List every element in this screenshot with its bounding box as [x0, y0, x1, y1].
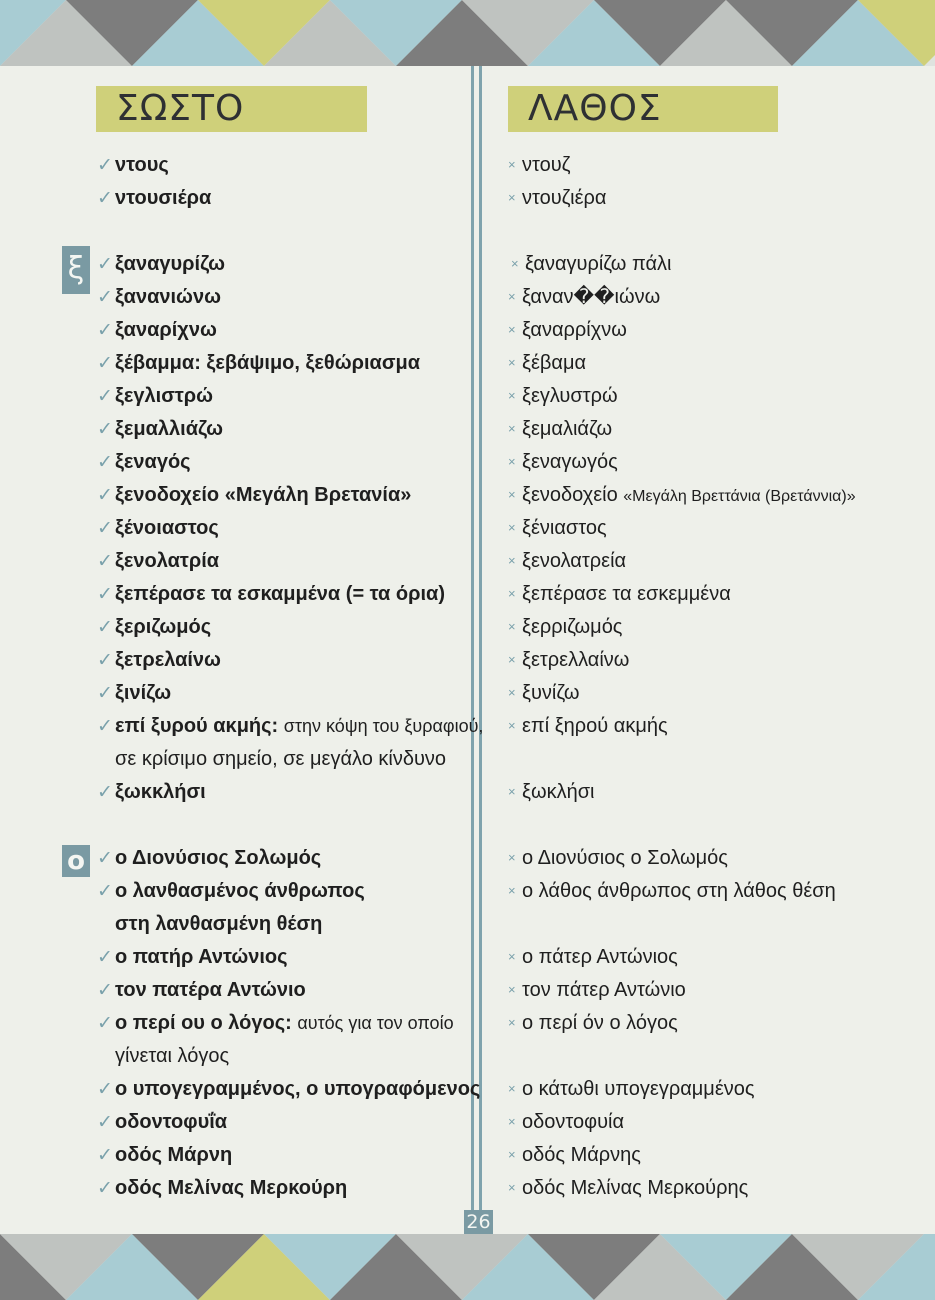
cross-icon: × [508, 1114, 516, 1129]
cross-icon: × [508, 685, 516, 700]
wrong-item: × ξαναγυρίζω πάλι [511, 253, 672, 275]
check-icon: ✓ [97, 1013, 113, 1034]
correct-item: ✓ οδός Μάρνη [97, 1142, 232, 1169]
correct-item: ✓ ξινίζω [97, 680, 171, 707]
correct-item: ✓ ξετρελαίνω [97, 647, 221, 674]
wrong-item: × ντουζ [508, 154, 571, 176]
wrong-item: × οδοντοφυία [508, 1111, 625, 1133]
letter-marker-xi: ξ [62, 246, 90, 294]
check-icon: ✓ [97, 1178, 113, 1199]
check-icon: ✓ [97, 1079, 113, 1100]
check-icon: ✓ [97, 320, 113, 341]
check-icon: ✓ [97, 254, 113, 275]
wrong-item: × ντουζιέρα [508, 187, 607, 209]
check-icon: ✓ [97, 782, 113, 803]
cross-icon: × [508, 289, 516, 304]
correct-item: ✓ ο περί ου ο λόγος: αυτός για τον οποίο [97, 1010, 454, 1037]
correct-item: ✓ ο λανθασμένος άνθρωπος [97, 878, 365, 905]
check-icon: ✓ [97, 650, 113, 671]
correct-item: ✓ ξένοιαστος [97, 515, 219, 542]
cross-icon: × [508, 1081, 516, 1096]
top-triangle-band [0, 0, 935, 66]
correct-item: ✓ ξεναγός [97, 449, 191, 476]
check-icon: ✓ [97, 518, 113, 539]
wrong-item: × ξεμαλιάζω [508, 418, 613, 440]
correct-item: ✓ ο υπογεγραμμένος, ο υπογραφόμενος [97, 1076, 480, 1103]
cross-icon: × [508, 1147, 516, 1162]
wrong-item: × ξετρελλαίνω [508, 649, 630, 671]
cross-icon: × [508, 421, 516, 436]
wrong-item: × ξαναρρίχνω [508, 319, 627, 341]
correct-item: ✓ ντουσιέρα [97, 185, 211, 212]
check-icon: ✓ [97, 716, 113, 737]
cross-icon: × [508, 1015, 516, 1030]
wrong-item: × ξένιαστος [508, 517, 607, 539]
center-divider-right [479, 66, 482, 1234]
wrong-item: × ο πάτερ Αντώνιος [508, 946, 678, 968]
wrong-item: × τον πάτερ Αντώνιο [508, 979, 686, 1001]
check-icon: ✓ [97, 683, 113, 704]
cross-icon: × [508, 157, 516, 172]
cross-icon: × [508, 190, 516, 205]
cross-icon: × [508, 388, 516, 403]
check-icon: ✓ [97, 848, 113, 869]
check-icon: ✓ [97, 419, 113, 440]
wrong-item: × ξέβαμα [508, 352, 587, 374]
correct-item: ✓ ξεπέρασε τα εσκαμμένα (= τα όρια) [97, 581, 445, 608]
cross-icon: × [508, 982, 516, 997]
check-icon: ✓ [97, 155, 113, 176]
wrong-item: × ξυνίζω [508, 682, 580, 704]
wrong-item: × ο Διονύσιος ο Σολωμός [508, 847, 728, 869]
wrong-item: × ο κάτωθι υπογεγραμμένος [508, 1078, 755, 1100]
check-icon: ✓ [97, 353, 113, 374]
wrong-item: × ο λάθος άνθρωπος στη λάθος θέση [508, 880, 836, 902]
cross-icon: × [508, 586, 516, 601]
wrong-item: × ξενολατρεία [508, 550, 627, 572]
wrong-item: × ξεπέρασε τα εσκεμμένα [508, 583, 731, 605]
correct-item: ✓ οδοντοφυΐα [97, 1109, 227, 1136]
check-icon: ✓ [97, 1112, 113, 1133]
check-icon: ✓ [97, 617, 113, 638]
correct-item: ✓ ξαναγυρίζω [97, 251, 225, 278]
cross-icon: × [508, 553, 516, 568]
wrong-item: × ξεναγωγός [508, 451, 618, 473]
correct-item-continuation: σε κρίσιμο σημείο, σε μεγάλο κίνδυνο [115, 748, 447, 770]
correct-item-continuation: γίνεται λόγος [115, 1045, 230, 1067]
wrong-item: × επί ξηρού ακμής [508, 715, 668, 737]
check-icon: ✓ [97, 1145, 113, 1166]
check-icon: ✓ [97, 551, 113, 572]
check-icon: ✓ [97, 881, 113, 902]
check-icon: ✓ [97, 287, 113, 308]
cross-icon: × [508, 520, 516, 535]
page-number: 26 [464, 1210, 493, 1234]
wrong-item: × ξεγλυστρώ [508, 385, 618, 407]
correct-column-header: ΣΩΣΤΟ [96, 86, 367, 132]
center-divider-left [471, 66, 474, 1234]
correct-item: ✓ ο Διονύσιος Σολωμός [97, 845, 321, 872]
correct-item: ✓ ξωκκλήσι [97, 779, 206, 806]
correct-item: ✓ ξεγλιστρώ [97, 383, 213, 410]
cross-icon: × [508, 454, 516, 469]
cross-icon: × [508, 487, 516, 502]
check-icon: ✓ [97, 980, 113, 1001]
correct-item: ✓ ξενολατρία [97, 548, 219, 575]
correct-item: ✓ ξανανιώνω [97, 284, 221, 311]
cross-icon: × [508, 619, 516, 634]
correct-item: ✓ οδός Μελίνας Μερκούρη [97, 1175, 347, 1202]
wrong-item: × ξωκλήσι [508, 781, 595, 803]
check-icon: ✓ [97, 452, 113, 473]
letter-marker-omicron: ο [62, 845, 90, 877]
correct-item: ✓ ξεμαλλιάζω [97, 416, 223, 443]
wrong-item: × οδός Μελίνας Μερκούρης [508, 1177, 749, 1199]
correct-item-continuation: στη λανθασμένη θέση [115, 913, 323, 935]
cross-icon: × [511, 256, 519, 271]
cross-icon: × [508, 355, 516, 370]
cross-icon: × [508, 322, 516, 337]
cross-icon: × [508, 784, 516, 799]
check-icon: ✓ [97, 188, 113, 209]
cross-icon: × [508, 1180, 516, 1195]
correct-item: ✓ ξέβαμμα: ξεβάψιμο, ξεθώριασμα [97, 350, 420, 377]
check-icon: ✓ [97, 386, 113, 407]
correct-item: ✓ επί ξυρού ακμής: στην κόψη του ξυραφιού, [97, 713, 483, 740]
correct-item: ✓ ξαναρίχνω [97, 317, 217, 344]
correct-item: ✓ ξενοδοχείο «Μεγάλη Βρετανία» [97, 482, 411, 509]
correct-item: ✓ ντους [97, 152, 169, 179]
wrong-item: × ξενοδοχείο «Μεγάλη Βρεττάνια (Βρετάννια)» [508, 484, 856, 506]
check-icon: ✓ [97, 584, 113, 605]
check-icon: ✓ [97, 485, 113, 506]
wrong-item: × οδός Μάρνης [508, 1144, 641, 1166]
correct-item: ✓ ξεριζωμός [97, 614, 211, 641]
wrong-item: × ξαναν��ιώνω [508, 286, 661, 308]
cross-icon: × [508, 949, 516, 964]
cross-icon: × [508, 850, 516, 865]
check-icon: ✓ [97, 947, 113, 968]
correct-item: ✓ τον πατέρα Αντώνιο [97, 977, 306, 1004]
bottom-triangle-band [0, 1234, 935, 1300]
cross-icon: × [508, 718, 516, 733]
wrong-item: × ξερριζωμός [508, 616, 623, 638]
wrong-column-header: ΛΑΘΟΣ [508, 86, 778, 132]
correct-item: ✓ ο πατήρ Αντώνιος [97, 944, 288, 971]
wrong-item: × ο περί όν ο λόγος [508, 1012, 678, 1034]
cross-icon: × [508, 883, 516, 898]
cross-icon: × [508, 652, 516, 667]
